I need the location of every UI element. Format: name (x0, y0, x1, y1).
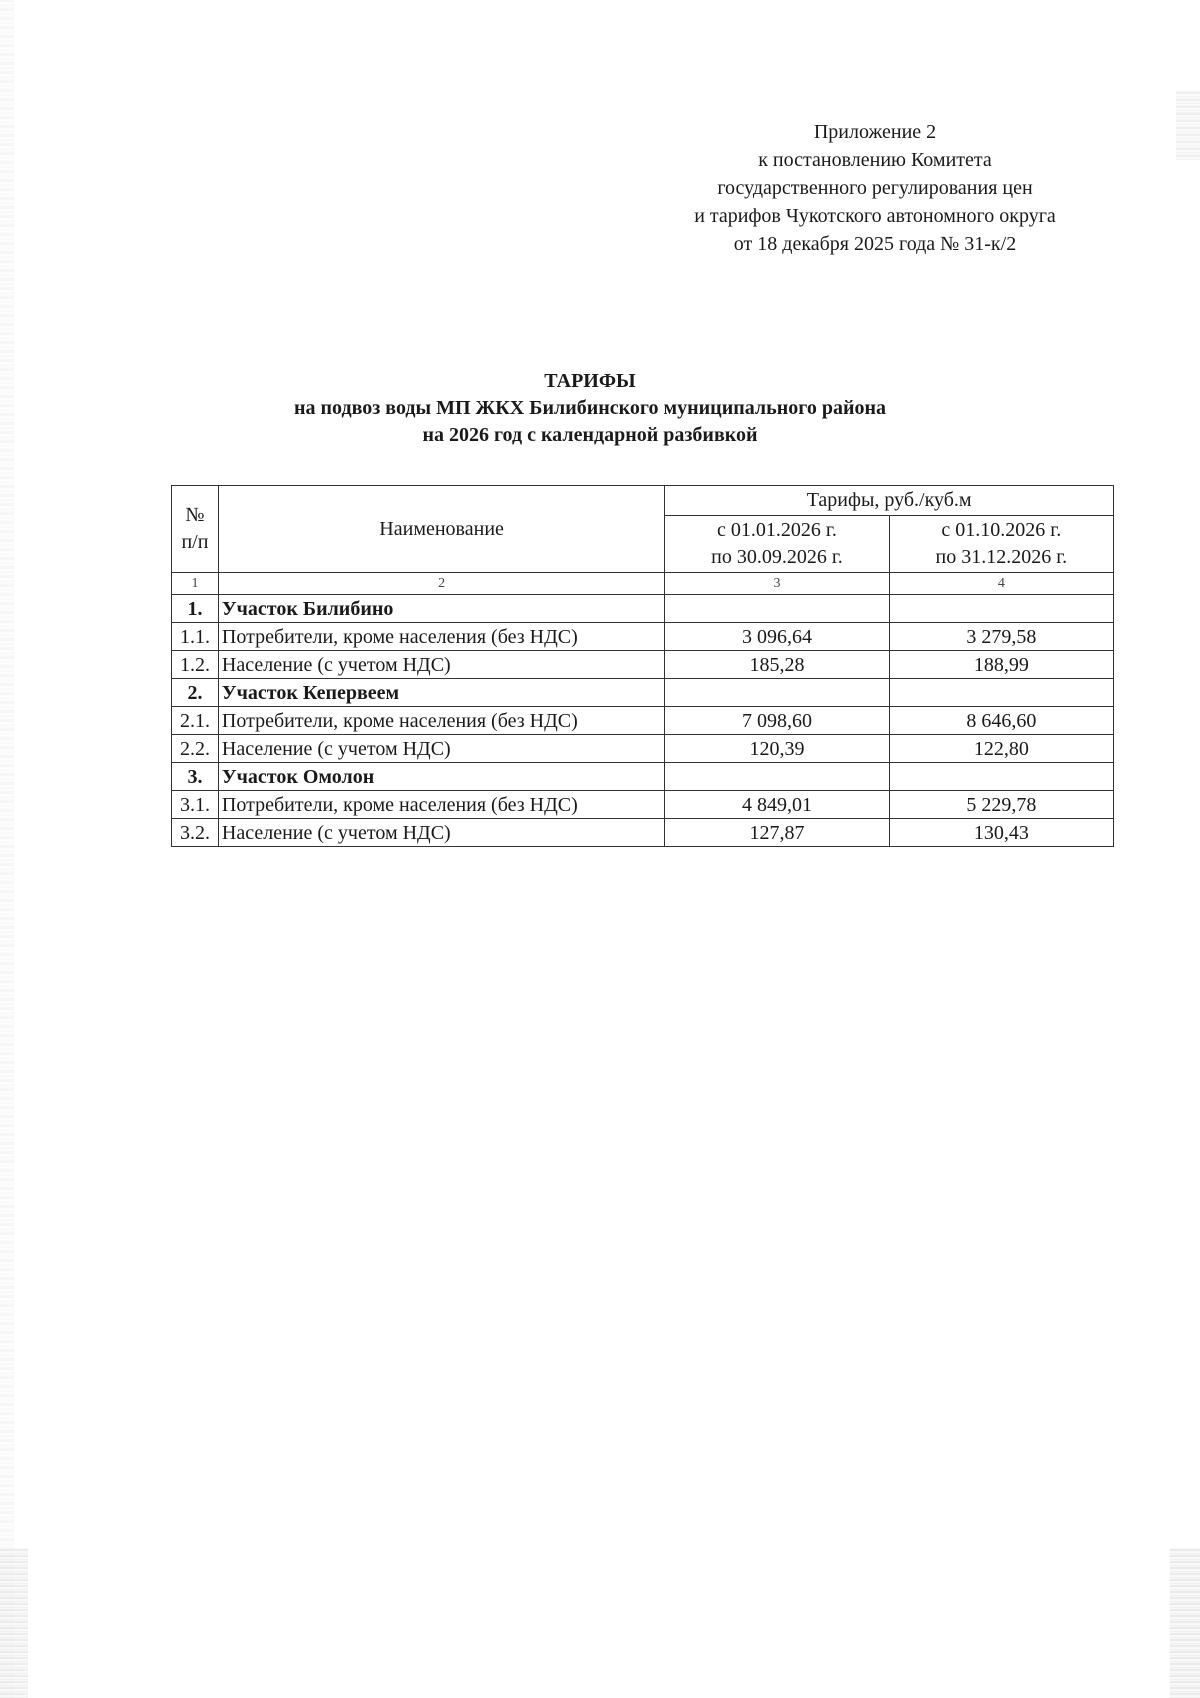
row-number: 2.1. (172, 707, 219, 735)
table-row (172, 791, 1114, 819)
header-number-line: п/п (181, 531, 209, 553)
row-name: Население (с учетом НДС) (218, 819, 664, 847)
row-number: 2. (172, 679, 219, 707)
header-period-2 (889, 516, 1113, 573)
column-index: 1 (172, 573, 219, 595)
tariff-value-period-1 (665, 595, 889, 623)
header-period-line: по 30.09.2026 г. (711, 546, 843, 568)
row-name: Потребители, кроме населения (без НДС) (218, 707, 664, 735)
row-name: Население (с учетом НДС) (218, 651, 664, 679)
row-number: 1.1. (172, 623, 219, 651)
row-number: 2.2. (172, 735, 219, 763)
tariff-value-period-2: 130,43 (889, 819, 1113, 847)
header-period-1 (665, 516, 889, 573)
tariff-value-period-1: 127,87 (665, 819, 889, 847)
row-name: Участок Омолон (218, 763, 664, 791)
document-title (180, 368, 1000, 449)
row-name: Участок Кепервеем (218, 679, 664, 707)
header-number-line: № (185, 504, 205, 526)
column-index-row (172, 573, 1114, 595)
tariff-value-period-2 (889, 679, 1113, 707)
tariffs-table (171, 485, 1114, 847)
appendix-line: Приложение 2 (813, 121, 937, 143)
row-number: 1. (172, 595, 219, 623)
subtitle-line: на подвоз воды МП ЖКХ Билибинского муниципального района (293, 397, 886, 419)
row-number: 3. (172, 763, 219, 791)
title-line: ТАРИФЫ (544, 370, 636, 392)
column-index: 4 (889, 573, 1113, 595)
row-name: Население (с учетом НДС) (218, 735, 664, 763)
tariff-value-period-1: 185,28 (665, 651, 889, 679)
scan-edge-left (0, 0, 14, 1698)
appendix-line: от 18 декабря 2025 года № 31-к/2 (733, 233, 1017, 255)
header-period-line: с 01.01.2026 г. (717, 519, 837, 541)
scan-edge-bottom-right (1170, 1548, 1200, 1698)
tariff-value-period-1: 120,39 (665, 735, 889, 763)
section-row (172, 679, 1114, 707)
tariff-value-period-1 (665, 763, 889, 791)
scan-edge-bottom-left (0, 1548, 28, 1698)
row-name: Потребители, кроме населения (без НДС) (218, 791, 664, 819)
row-number: 3.1. (172, 791, 219, 819)
tariff-value-period-1: 4 849,01 (665, 791, 889, 819)
header-period-line: по 31.12.2026 г. (935, 546, 1068, 568)
subtitle-line: на 2026 год с календарной разбивкой (422, 424, 758, 446)
tariff-value-period-2: 8 646,60 (889, 707, 1113, 735)
section-row (172, 763, 1114, 791)
tariff-value-period-1: 7 098,60 (665, 707, 889, 735)
tariff-value-period-1: 3 096,64 (665, 623, 889, 651)
table-row (172, 735, 1114, 763)
table-row (172, 651, 1114, 679)
tariff-value-period-2 (889, 763, 1113, 791)
header-tariffs-group: Тарифы, руб./куб.м (665, 486, 1114, 516)
row-number: 1.2. (172, 651, 219, 679)
appendix-line: и тарифов Чукотского автономного округа (694, 205, 1056, 227)
tariff-value-period-2: 122,80 (889, 735, 1113, 763)
row-number: 3.2. (172, 819, 219, 847)
tariff-value-period-2: 3 279,58 (889, 623, 1113, 651)
tariff-value-period-2 (889, 595, 1113, 623)
table-row (172, 707, 1114, 735)
table-row (172, 819, 1114, 847)
appendix-header (640, 118, 1110, 258)
row-name: Участок Билибино (218, 595, 664, 623)
column-index: 3 (665, 573, 889, 595)
tariff-value-period-2: 5 229,78 (889, 791, 1113, 819)
scan-edge-right (1176, 90, 1200, 160)
row-name: Потребители, кроме населения (без НДС) (218, 623, 664, 651)
appendix-line: к постановлению Комитета (758, 149, 992, 171)
header-number (172, 486, 219, 573)
tariff-value-period-1 (665, 679, 889, 707)
tariff-value-period-2: 188,99 (889, 651, 1113, 679)
header-name: Наименование (218, 486, 664, 573)
appendix-line: государственного регулирования цен (717, 177, 1033, 199)
section-row (172, 595, 1114, 623)
table-row (172, 623, 1114, 651)
header-period-line: с 01.10.2026 г. (941, 519, 1062, 541)
column-index: 2 (218, 573, 664, 595)
